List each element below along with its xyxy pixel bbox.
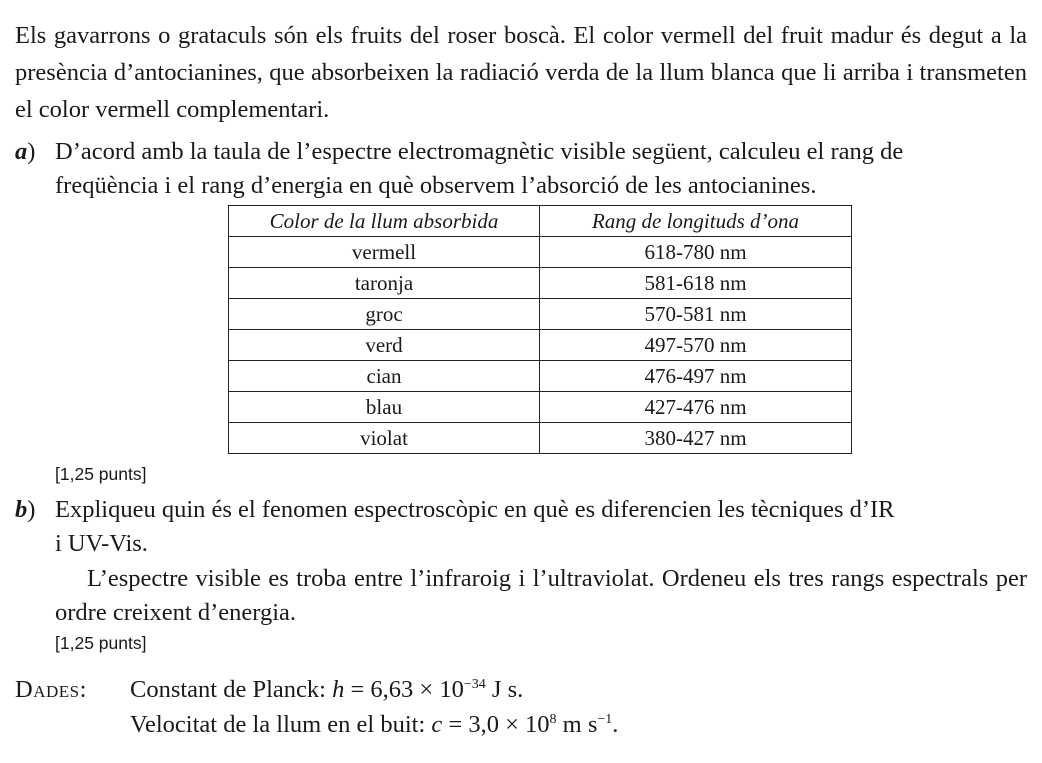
question-a-line-2: freqüència i el rang d’energia en què observem l’absorció de les antocianines. [55,172,817,199]
table-row [229,268,852,299]
table-cell-range: 618-780 nm [540,237,852,268]
table-cell-color: violat [229,423,540,454]
planck-constant: Constant de Planck: $h = 6,63 \times 10^{-34}$ J s. [130,676,524,703]
table-cell-color: vermell [229,237,540,268]
table-cell-color: verd [229,330,540,361]
table-cell-range: 497-570 nm [540,330,852,361]
question-b-line-2: i UV-Vis. [55,530,148,557]
question-b-para-1 [55,493,1027,561]
intro-paragraph: Els gavarrons o grataculs són els fruits del roser boscà. El color vermell del fruit madur és degut a la presència d’antocianines, que absorbeixen la radiació verda de la llum blanca que li arriba i transmeten el color vermell complementari. [15,22,1027,123]
table-row [229,299,852,330]
table-cell-range: 380-427 nm [540,423,852,454]
table-cell-range: 476-497 nm [540,361,852,392]
table-cell-range: 581-618 nm [540,268,852,299]
table-cell-color: taronja [229,268,540,299]
question-a-line-1: D’acord amb la taula de l’espectre electromagnètic visible següent, calculeu el rang de [55,138,904,165]
table-cell-color: groc [229,299,540,330]
question-a-points: [1,25 punts] [55,464,147,484]
question-b-line-1: Expliqueu quin és el fenomen espectroscòpic en què es diferencien les tècniques d’IR [55,496,895,523]
question-b-letter: b) [15,496,36,523]
spectrum-table [228,205,852,454]
table-header-row [229,206,852,237]
table-cell-color: blau [229,392,540,423]
question-b-points: [1,25 punts] [55,633,147,653]
data-section [15,672,1027,742]
question-b-para-2: L’espectre visible es troba entre l’infraroig i l’ultraviolat. Ordeneu els tres rangs espectrals per ordre creixent d’energia. [55,565,1027,626]
table-header-color: Color de la llum absorbida [229,206,540,237]
table-row [229,361,852,392]
table-cell-range: 427-476 nm [540,392,852,423]
question-b [15,493,1027,630]
table-header-wavelength: Rang de longituds d’ona [540,206,852,237]
table-cell-color: cian [229,361,540,392]
data-label: Dades: [15,676,87,703]
table-row [229,423,852,454]
table-cell-range: 570-581 nm [540,299,852,330]
question-a [15,135,1027,203]
question-a-letter: a) [15,138,36,165]
table-row [229,330,852,361]
exam-page [15,17,1027,742]
table-row [229,237,852,268]
light-speed: Velocitat de la llum en el buit: $c = 3,0 \times 10^8$ m $s^{-1}$. [130,711,619,738]
table-row [229,392,852,423]
